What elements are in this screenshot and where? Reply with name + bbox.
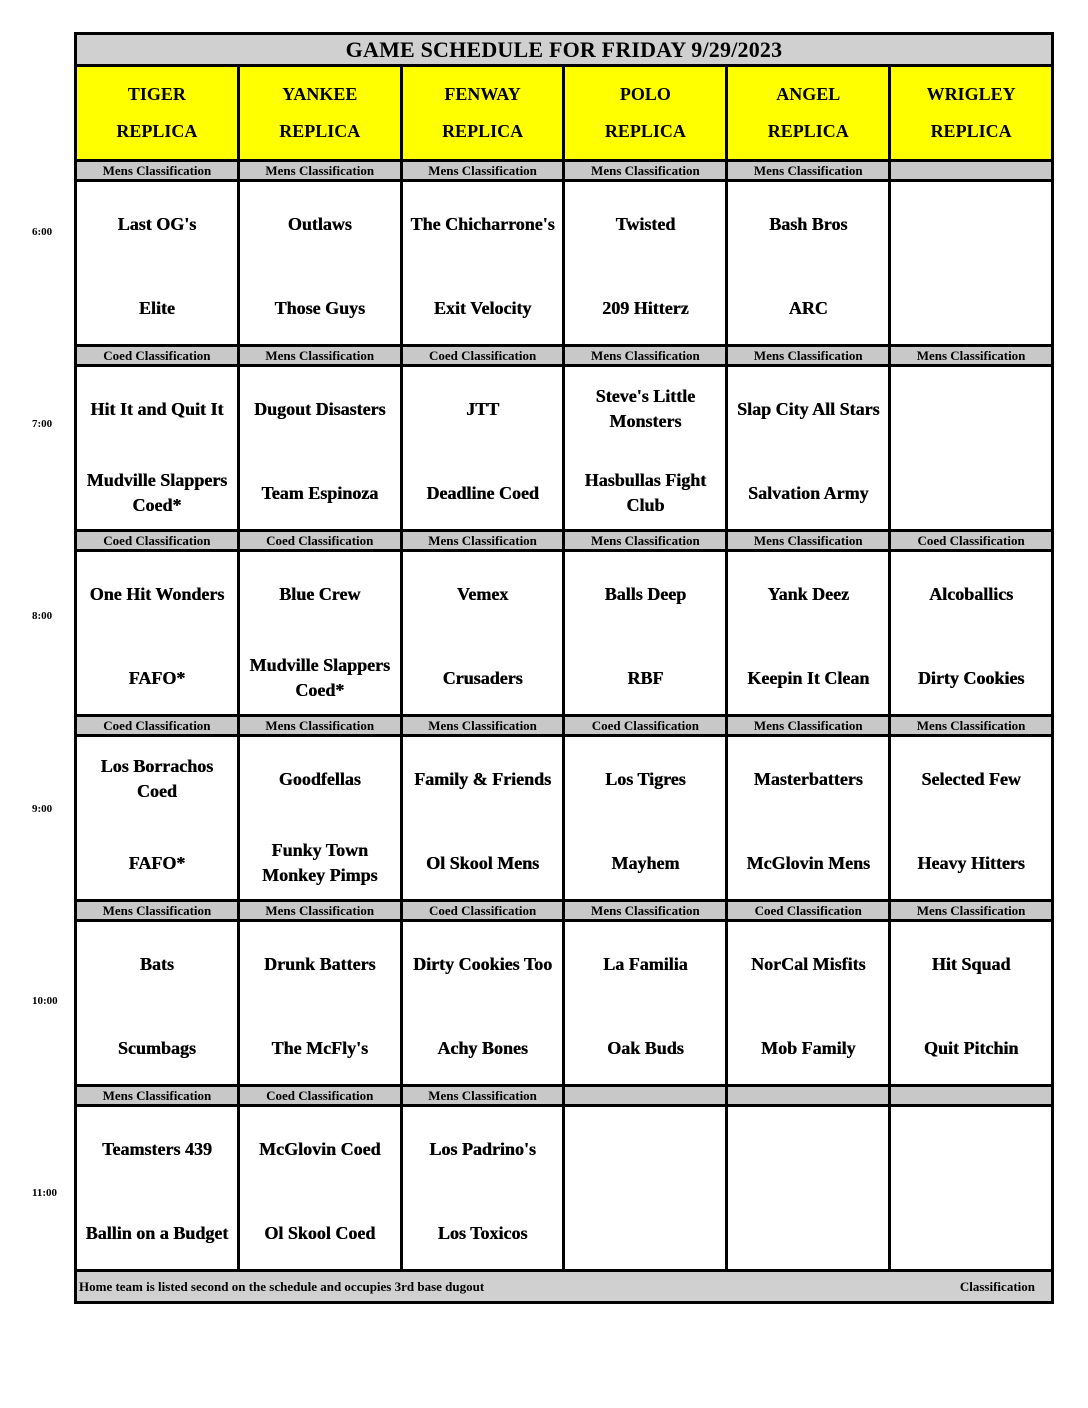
matchup [240, 182, 400, 344]
game-cell [401, 921, 564, 1086]
game-cell [564, 921, 727, 1086]
away-team: Selected Few [921, 768, 1021, 789]
classification-cell: Mens Classification [890, 346, 1053, 366]
away-team: La Familia [603, 953, 688, 974]
classification-cell: Mens Classification [238, 901, 401, 921]
matchup [77, 367, 237, 529]
matchup [240, 552, 400, 714]
footer-note: Home team is listed second on the schedule and occupies 3rd base dugout [76, 1271, 890, 1303]
matchup [565, 552, 725, 714]
matchup [403, 737, 563, 899]
classification-row [76, 346, 1053, 366]
game-row [76, 551, 1053, 716]
home-team: Team Espinoza [261, 482, 379, 503]
game-cell [401, 736, 564, 901]
field-name: POLO [619, 84, 671, 104]
game-cell [890, 921, 1053, 1086]
classification-cell: Mens Classification [564, 161, 727, 181]
classification-cell: Mens Classification [564, 531, 727, 551]
classification-row [76, 531, 1053, 551]
classification-cell: Coed Classification [727, 901, 890, 921]
away-team: Twisted [615, 213, 676, 234]
game-cell [727, 736, 890, 901]
field-name: YANKEE [282, 84, 358, 104]
away-team: Last OG's [117, 213, 197, 234]
home-team: Deadline Coed [426, 482, 539, 503]
away-team [565, 1115, 725, 1183]
matchup [240, 367, 400, 529]
matchup [403, 367, 563, 529]
home-team: Ballin on a Budget [85, 1222, 229, 1243]
classification-cell: Coed Classification [76, 346, 239, 366]
game-cell [76, 181, 239, 346]
classification-cell: Mens Classification [401, 161, 564, 181]
matchup [565, 737, 725, 899]
field-header-wrigley [890, 66, 1053, 161]
game-cell [238, 366, 401, 531]
game-row [76, 1106, 1053, 1271]
classification-cell: Coed Classification [238, 1086, 401, 1106]
game-row [76, 921, 1053, 1086]
game-cell [890, 551, 1053, 716]
schedule-table [74, 32, 1054, 1304]
home-team: Hasbullas Fight Club [584, 470, 707, 515]
home-team [891, 1199, 1051, 1267]
home-team: Keepin It Clean [747, 667, 870, 688]
game-cell [564, 1106, 727, 1271]
matchup [403, 922, 563, 1084]
field-name: WRIGLEY [926, 84, 1016, 104]
game-cell [401, 551, 564, 716]
home-team: Heavy Hitters [917, 852, 1025, 873]
classification-row [76, 1086, 1053, 1106]
away-team [728, 1115, 888, 1183]
game-cell [238, 181, 401, 346]
home-team: RBF [627, 667, 664, 688]
classification-cell: Coed Classification [76, 716, 239, 736]
home-team: The McFly's [271, 1037, 368, 1058]
away-team: Outlaws [287, 213, 352, 234]
classification-cell: Coed Classification [401, 346, 564, 366]
classification-cell: Coed Classification [890, 531, 1053, 551]
home-team: McGlovin Mens [746, 852, 870, 873]
classification-cell: Mens Classification [76, 901, 239, 921]
time-label-6: 6:00 [32, 226, 53, 238]
game-row [76, 736, 1053, 901]
away-team: Vemex [456, 583, 509, 604]
away-team: Slap City All Stars [736, 398, 880, 419]
away-team: JTT [466, 398, 500, 419]
classification-cell: Mens Classification [727, 716, 890, 736]
field-header-angel [727, 66, 890, 161]
field-header-yankee [238, 66, 401, 161]
game-cell [727, 181, 890, 346]
field-header-polo [564, 66, 727, 161]
field-name: FENWAY [444, 84, 521, 104]
field-name: ANGEL [776, 84, 841, 104]
away-team: Dugout Disasters [253, 398, 386, 419]
time-label-10: 10:00 [32, 995, 58, 1007]
home-team: FAFO* [128, 667, 186, 688]
field-sub: REPLICA [604, 121, 686, 141]
matchup [565, 1107, 725, 1269]
away-team: Blue Crew [279, 583, 361, 604]
classification-cell [564, 1086, 727, 1106]
schedule-title: GAME SCHEDULE FOR FRIDAY 9/29/2023 [76, 34, 1053, 66]
field-sub: REPLICA [442, 121, 524, 141]
field-name: TIGER [127, 84, 186, 104]
away-team: Alcoballics [929, 583, 1014, 604]
matchup [240, 737, 400, 899]
home-team: Salvation Army [747, 482, 869, 503]
field-header-tiger [76, 66, 239, 161]
classification-row [76, 716, 1053, 736]
home-team: Those Guys [274, 297, 365, 318]
away-team: Los Tigres [605, 768, 686, 789]
away-team: Dirty Cookies Too [413, 953, 553, 974]
game-cell [76, 551, 239, 716]
game-cell [727, 366, 890, 531]
home-team: Exit Velocity [433, 297, 532, 318]
time-label-9: 9:00 [32, 803, 53, 815]
game-cell [727, 1106, 890, 1271]
classification-cell [727, 1086, 890, 1106]
home-team [728, 1199, 888, 1267]
classification-cell: Mens Classification [727, 346, 890, 366]
matchup [565, 922, 725, 1084]
game-cell [76, 736, 239, 901]
footer-classification: Classification [890, 1271, 1053, 1303]
classification-cell: Mens Classification [76, 161, 239, 181]
game-cell [76, 921, 239, 1086]
game-cell [238, 921, 401, 1086]
home-team: Mudville Slappers Coed* [249, 655, 390, 700]
classification-cell: Mens Classification [401, 1086, 564, 1106]
game-cell [890, 1106, 1053, 1271]
home-team: Achy Bones [437, 1037, 528, 1058]
home-team [891, 459, 1051, 527]
home-team: Scumbags [117, 1037, 196, 1058]
classification-cell [890, 1086, 1053, 1106]
matchup [403, 1107, 563, 1269]
matchup [728, 922, 888, 1084]
field-sub: REPLICA [279, 121, 361, 141]
game-row [76, 366, 1053, 531]
field-sub: REPLICA [116, 121, 198, 141]
title-row [76, 34, 1053, 66]
home-team [565, 1199, 725, 1267]
home-team: Funky Town Monkey Pimps [261, 840, 378, 885]
game-row [76, 181, 1053, 346]
classification-cell: Mens Classification [401, 716, 564, 736]
home-team: Oak Buds [607, 1037, 684, 1058]
matchup [77, 182, 237, 344]
away-team: Los Borrachos Coed [100, 756, 214, 801]
classification-cell [890, 161, 1053, 181]
game-cell [401, 366, 564, 531]
away-team: Los Padrino's [429, 1138, 536, 1159]
home-team: Dirty Cookies [917, 667, 1025, 688]
matchup [77, 922, 237, 1084]
away-team [891, 1115, 1051, 1183]
game-cell [727, 921, 890, 1086]
away-team: Hit Squad [931, 953, 1011, 974]
classification-cell: Mens Classification [727, 161, 890, 181]
matchup [728, 1107, 888, 1269]
game-cell [401, 181, 564, 346]
home-team [891, 274, 1051, 342]
home-team: Mob Family [760, 1037, 856, 1058]
classification-cell: Mens Classification [727, 531, 890, 551]
classification-row [76, 901, 1053, 921]
matchup [891, 922, 1051, 1084]
away-team: Yank Deez [767, 583, 849, 604]
game-cell [401, 1106, 564, 1271]
classification-cell: Mens Classification [401, 531, 564, 551]
classification-cell: Mens Classification [238, 161, 401, 181]
home-team: Los Toxicos [437, 1222, 528, 1243]
away-team: Masterbatters [753, 768, 863, 789]
matchup [240, 1107, 400, 1269]
home-team: 209 Hitterz [602, 297, 689, 318]
matchup [728, 182, 888, 344]
away-team: Balls Deep [604, 583, 687, 604]
field-sub: REPLICA [767, 121, 849, 141]
classification-cell: Mens Classification [890, 901, 1053, 921]
matchup [728, 737, 888, 899]
classification-cell: Mens Classification [564, 346, 727, 366]
game-cell [564, 181, 727, 346]
home-team: Mudville Slappers Coed* [86, 470, 228, 515]
classification-cell: Coed Classification [564, 716, 727, 736]
game-cell [727, 551, 890, 716]
matchup [565, 367, 725, 529]
home-team: Mayhem [611, 852, 680, 873]
classification-cell: Mens Classification [238, 346, 401, 366]
matchup [403, 182, 563, 344]
game-cell [890, 366, 1053, 531]
matchup [891, 182, 1051, 344]
away-team: McGlovin Coed [258, 1138, 381, 1159]
home-team: Crusaders [442, 667, 523, 688]
matchup [728, 367, 888, 529]
game-cell [238, 551, 401, 716]
game-cell [76, 1106, 239, 1271]
away-team: Bats [139, 953, 174, 974]
classification-cell: Mens Classification [564, 901, 727, 921]
matchup [403, 552, 563, 714]
game-cell [238, 1106, 401, 1271]
classification-row [76, 161, 1053, 181]
away-team: Goodfellas [278, 768, 361, 789]
classification-cell: Coed Classification [401, 901, 564, 921]
away-team: Hit It and Quit It [90, 398, 224, 419]
matchup [891, 367, 1051, 529]
home-team: Ol Skool Coed [264, 1222, 376, 1243]
away-team: Teamsters 439 [102, 1138, 212, 1159]
matchup [565, 182, 725, 344]
matchup [728, 552, 888, 714]
game-cell [76, 366, 239, 531]
away-team: Drunk Batters [263, 953, 376, 974]
field-header-fenway [401, 66, 564, 161]
away-team [891, 190, 1051, 258]
game-cell [564, 736, 727, 901]
home-team: Elite [138, 297, 175, 318]
footer-row [76, 1271, 1053, 1303]
matchup [891, 1107, 1051, 1269]
classification-cell: Mens Classification [238, 716, 401, 736]
matchup [77, 1107, 237, 1269]
classification-cell: Mens Classification [890, 716, 1053, 736]
matchup [240, 922, 400, 1084]
time-label-11: 11:00 [32, 1187, 58, 1199]
away-team: Family & Friends [414, 768, 552, 789]
away-team: The Chicharrone's [410, 213, 555, 234]
home-team: ARC [788, 297, 828, 318]
classification-cell: Coed Classification [76, 531, 239, 551]
field-header-row [76, 66, 1053, 161]
home-team: FAFO* [128, 852, 186, 873]
game-cell [564, 551, 727, 716]
classification-cell: Mens Classification [76, 1086, 239, 1106]
away-team: One Hit Wonders [89, 583, 225, 604]
away-team [891, 375, 1051, 443]
matchup [891, 737, 1051, 899]
game-cell [890, 736, 1053, 901]
game-cell [890, 181, 1053, 346]
game-cell [564, 366, 727, 531]
home-team: Quit Pitchin [923, 1037, 1019, 1058]
away-team: Steve's Little Monsters [595, 386, 696, 431]
time-label-7: 7:00 [32, 418, 53, 430]
home-team: Ol Skool Mens [426, 852, 540, 873]
classification-cell: Coed Classification [238, 531, 401, 551]
game-cell [238, 736, 401, 901]
matchup [77, 552, 237, 714]
away-team: NorCal Misfits [750, 953, 866, 974]
matchup [77, 737, 237, 899]
time-label-8: 8:00 [32, 610, 53, 622]
away-team: Bash Bros [769, 213, 848, 234]
matchup [891, 552, 1051, 714]
time-column [0, 0, 74, 1408]
field-sub: REPLICA [930, 121, 1012, 141]
